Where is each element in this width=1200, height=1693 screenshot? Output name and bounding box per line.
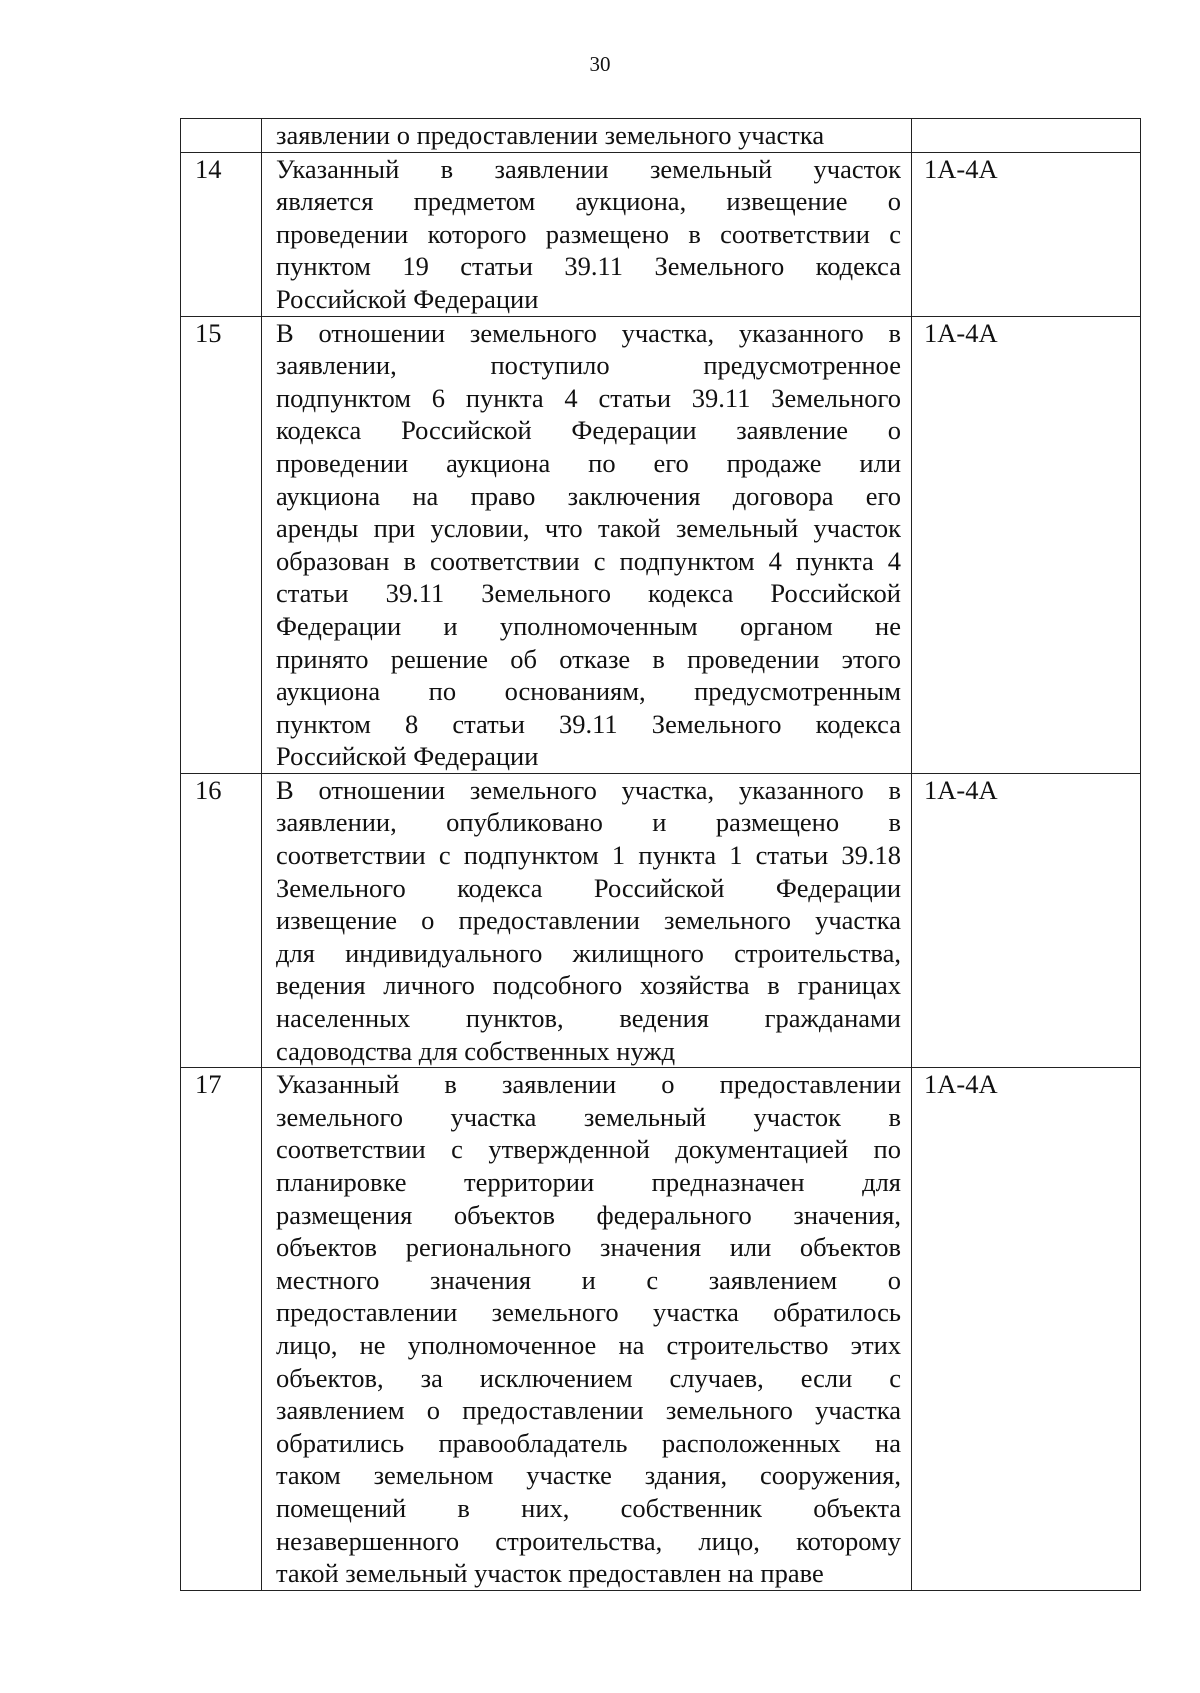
text-line: пунктом 8 статьи 39.11 Земельного кодекса (276, 708, 901, 739)
text-line: такой земельный участок предоставлен на праве (276, 1558, 824, 1589)
row-number: 17 (181, 1068, 262, 1591)
row-number: 14 (181, 152, 262, 316)
text-line: аукциона по основаниям, предусмотренным (276, 676, 901, 707)
requirements-table (180, 118, 1141, 1591)
text-line: Земельного кодекса Российской Федерации (276, 872, 901, 903)
text-line: статьи 39.11 Земельного кодекса Российской (276, 578, 901, 609)
text-line: Российской Федерации (276, 741, 539, 772)
text-line: размещения объектов федерального значения, (276, 1199, 901, 1230)
text-line: местного значения и с заявлением о (276, 1264, 901, 1295)
text-line: населенных пунктов, ведения гражданами (276, 1003, 901, 1034)
text-line: объектов, за исключением случаев, если с (276, 1362, 901, 1393)
text-line: пунктом 19 статьи 39.11 Земельного кодекса (276, 251, 901, 282)
row-code: 1А-4А (912, 152, 1141, 316)
text-line: для индивидуального жилищного строительства, (276, 937, 901, 968)
text-line: проведении аукциона по его продаже или (276, 447, 901, 478)
row-text (262, 316, 912, 773)
text-line: земельного участка земельный участок в (276, 1101, 901, 1132)
text-line: извещение о предоставлении земельного участка (276, 905, 901, 936)
text-line: соответствии с подпунктом 1 пункта 1 статьи 39.18 (276, 840, 901, 871)
table-row (181, 1068, 1141, 1591)
text-line: В отношении земельного участка, указанного в (276, 317, 901, 348)
row-number (181, 119, 262, 153)
table-row (181, 119, 1141, 153)
text-line: является предметом аукциона, извещение о (276, 186, 901, 217)
text-line: Указанный в заявлении земельный участок (276, 153, 901, 184)
table-row (181, 316, 1141, 773)
table-row (181, 773, 1141, 1067)
text-line: помещений в них, собственник объекта (276, 1492, 901, 1523)
text-line: обратились правообладатель расположенных на (276, 1427, 901, 1458)
text-line: соответствии с утвержденной документацией по (276, 1134, 901, 1165)
text-line: незавершенного строительства, лицо, которому (276, 1525, 901, 1556)
text-line: предоставлении земельного участка обратилось (276, 1297, 901, 1328)
text-line: планировке территории предназначен для (276, 1167, 901, 1197)
text-line: проведении которого размещено в соответствии с (276, 218, 901, 249)
row-code: 1А-4А (912, 316, 1141, 773)
text-line: подпунктом 6 пункта 4 статьи 39.11 Земельного (276, 382, 901, 413)
text-line: заявлении о предоставлении земельного участка (276, 120, 825, 150)
text-line: заявлении, опубликовано и размещено в (276, 807, 901, 838)
text-line: кодекса Российской Федерации заявление о (276, 415, 901, 446)
text-line: таком земельном участке здания, сооружения, (276, 1460, 901, 1491)
text-line: Российской Федерации (276, 283, 539, 314)
table-row (181, 152, 1141, 316)
text-line: аукциона на право заключения договора его (276, 480, 901, 511)
row-text (262, 152, 912, 316)
row-code: 1А-4А (912, 773, 1141, 1067)
page-number: 30 (589, 52, 611, 76)
text-line: принято решение об отказе в проведении этого (276, 643, 901, 674)
text-line: ведения личного подсобного хозяйства в границах (276, 970, 901, 1001)
row-code (912, 119, 1141, 153)
text-line: лицо, не уполномоченное на строительство этих (276, 1329, 901, 1360)
text-line: объектов регионального значения или объектов (276, 1232, 901, 1263)
text-line: образован в соответствии с подпунктом 4 пункта 4 (276, 545, 901, 576)
table-body (181, 119, 1141, 1591)
row-text (262, 773, 912, 1067)
row-code: 1А-4А (912, 1068, 1141, 1591)
text-line: Федерации и уполномоченным органом не (276, 610, 901, 641)
text-line: аренды при условии, что такой земельный участок (276, 513, 901, 544)
row-text (262, 119, 912, 153)
row-number: 15 (181, 316, 262, 773)
row-number: 16 (181, 773, 262, 1067)
text-line: заявлением о предоставлении земельного участка (276, 1395, 901, 1426)
text-line: садоводства для собственных нужд (276, 1035, 676, 1066)
text-line: заявлении, поступило предусмотренное (276, 350, 901, 381)
text-line: В отношении земельного участка, указанного в (276, 774, 901, 805)
row-text (262, 1068, 912, 1591)
text-line: Указанный в заявлении о предоставлении (276, 1069, 901, 1100)
